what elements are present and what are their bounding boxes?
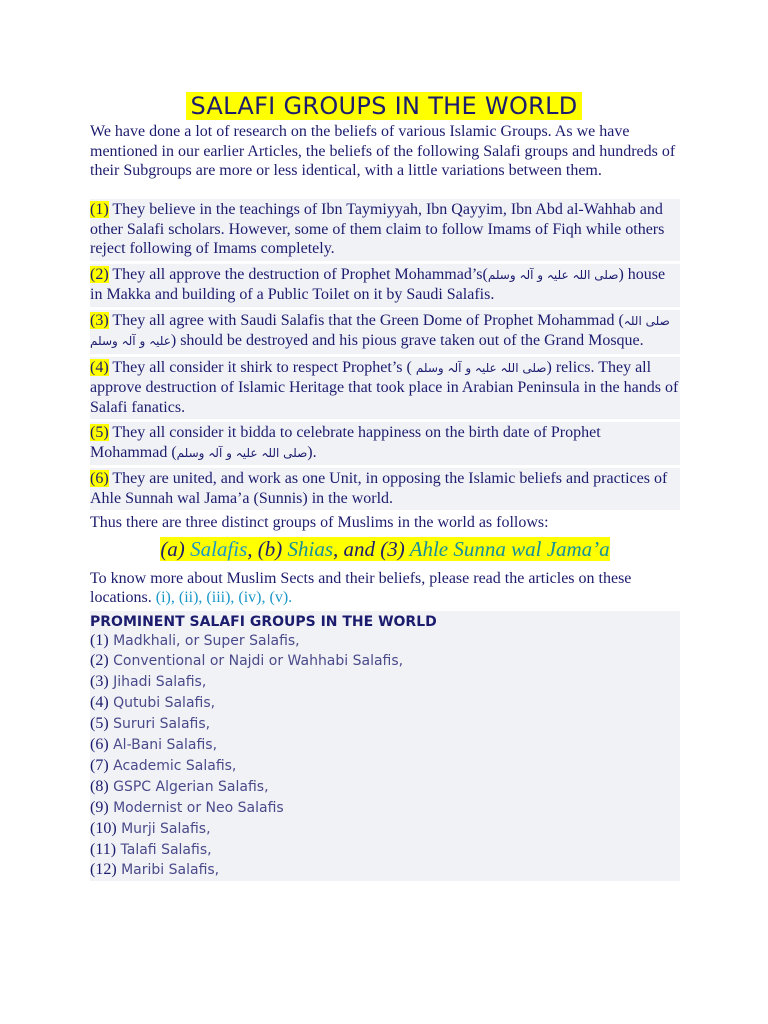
more-paragraph	[90, 569, 680, 608]
list-item	[90, 714, 680, 735]
list-item	[90, 693, 680, 714]
group-number: (4)	[90, 694, 109, 712]
point-text: ) should be destroyed and his pious grave taken out of the Grand Mosque.	[170, 332, 644, 349]
group-number: (12)	[90, 861, 117, 879]
point-text: They believe in the teachings of Ibn Taymiyyah, Ibn Qayyim, Ibn Abd al-Wahhab and other Salafi scholars. However, some of them claim to follow Imams of Fiqh while others reject following of Imams completely.	[90, 201, 665, 257]
group-number: (2)	[90, 652, 109, 670]
group-number: (9)	[90, 798, 109, 816]
title-wrap	[0, 92, 768, 120]
group-ahle-sunna: Ahle Sunna wal Jama’a	[409, 536, 610, 561]
three-groups-line	[90, 535, 680, 563]
group-name: Talafi Salafis,	[116, 841, 212, 858]
belief-points	[90, 199, 680, 510]
group-name: Qutubi Salafis,	[108, 695, 216, 712]
group-number: (11)	[90, 840, 117, 858]
prominent-title: PROMINENT SALAFI GROUPS IN THE WORLD	[90, 613, 437, 630]
point-text: ).	[307, 443, 317, 461]
arabic-salutation: صلی اللہ علیہ و آلہ وسلم	[487, 267, 619, 282]
list-item	[90, 756, 680, 777]
list-item	[90, 798, 680, 819]
group-prefix-b: , (b)	[247, 536, 288, 561]
intro-paragraph: We have done a lot of research on the beliefs of various Islamic Groups. As we have mentioned in our earlier Articles, the beliefs of the following Salafi groups and hundreds of their Subgroups are more or less identical, with a little variations between them.	[90, 123, 676, 179]
group-name: Academic Salafis,	[108, 757, 237, 774]
point-text: They all consider it shirk to respect Prophet’s (	[108, 358, 416, 376]
point-number: (3)	[90, 311, 109, 329]
group-number: (8)	[90, 777, 109, 795]
point-text: They all agree with Saudi Salafis that the Green Dome of Prophet Mohammad (	[108, 311, 624, 329]
group-name: Jihadi Salafis,	[108, 674, 207, 691]
point-text: They are united, and work as one Unit, in opposing the Islamic beliefs and practices of Ahle Sunnah wal Jama’a (Sunnis) in the world.	[90, 470, 668, 507]
page-title: SALAFI GROUPS IN THE WORLD	[186, 92, 581, 120]
belief-point	[90, 357, 680, 420]
group-number: (6)	[90, 736, 109, 754]
group-number: (1)	[90, 631, 109, 649]
arabic-salutation: صلی اللہ علیہ و آلہ وسلم	[90, 313, 670, 348]
belief-point	[90, 199, 680, 261]
intro-block	[90, 122, 680, 181]
point-number: (4)	[90, 358, 109, 376]
group-number: (3)	[90, 673, 109, 691]
group-number: (10)	[90, 819, 117, 837]
list-item	[90, 777, 680, 798]
group-name: GSPC Algerian Salafis,	[108, 778, 269, 795]
thus-paragraph: Thus there are three distinct groups of Muslims in the world as follows:	[90, 514, 549, 531]
prominent-groups-section	[90, 611, 680, 882]
list-item	[90, 840, 680, 861]
point-text: They all consider it bidda to celebrate happiness on the birth date of Prophet Mohammad (	[90, 424, 601, 461]
prominent-groups-list	[90, 631, 680, 882]
group-name: Modernist or Neo Salafis	[108, 799, 284, 816]
point-text: ) relics. They all approve destruction of Islamic Heritage that took place in Arabian Peninsula in the hands of Salafi fanatics.	[90, 358, 679, 416]
group-name: Conventional or Najdi or Wahhabi Salafis,	[108, 653, 404, 670]
group-salafis: Salafis	[190, 536, 248, 561]
arabic-salutation: صلی اللہ علیہ و آلہ وسلم	[176, 445, 308, 460]
belief-point	[90, 422, 680, 465]
group-name: Madkhali, or Super Salafis,	[108, 632, 300, 649]
list-item	[90, 819, 680, 840]
article-links[interactable]: (i), (ii), (iii), (iv), (v).	[155, 589, 293, 606]
belief-point	[90, 264, 680, 307]
group-name: Sururi Salafis,	[108, 716, 211, 733]
more-text: To know more about Muslim Sects and their beliefs, please read the articles on these locations.	[90, 569, 632, 606]
list-item	[90, 860, 680, 881]
content-block	[90, 199, 680, 881]
point-number: (6)	[90, 470, 109, 487]
group-prefix-c: , and (3)	[333, 536, 410, 561]
belief-point	[90, 310, 680, 354]
group-name: Maribi Salafis,	[116, 862, 220, 879]
list-item	[90, 735, 680, 756]
point-text: ) house in Makka and building of a Public Toilet on it by Saudi Salafis.	[90, 265, 666, 303]
list-item	[90, 672, 680, 693]
list-item	[90, 631, 680, 652]
point-text: They all approve the destruction of Prophet Mohammad’s(	[108, 265, 488, 283]
arabic-salutation: صلی اللہ علیہ و آلہ وسلم	[415, 360, 547, 375]
group-name: Murji Salafis,	[116, 820, 211, 837]
group-name: Al-Bani Salafis,	[108, 737, 218, 754]
group-number: (7)	[90, 756, 109, 774]
point-number: (2)	[90, 265, 109, 283]
belief-point	[90, 468, 680, 510]
point-number: (5)	[90, 424, 109, 441]
group-shias: Shias	[287, 536, 334, 561]
group-prefix-a: (a)	[160, 536, 191, 561]
group-number: (5)	[90, 715, 109, 733]
point-number: (1)	[90, 201, 109, 218]
list-item	[90, 651, 680, 672]
